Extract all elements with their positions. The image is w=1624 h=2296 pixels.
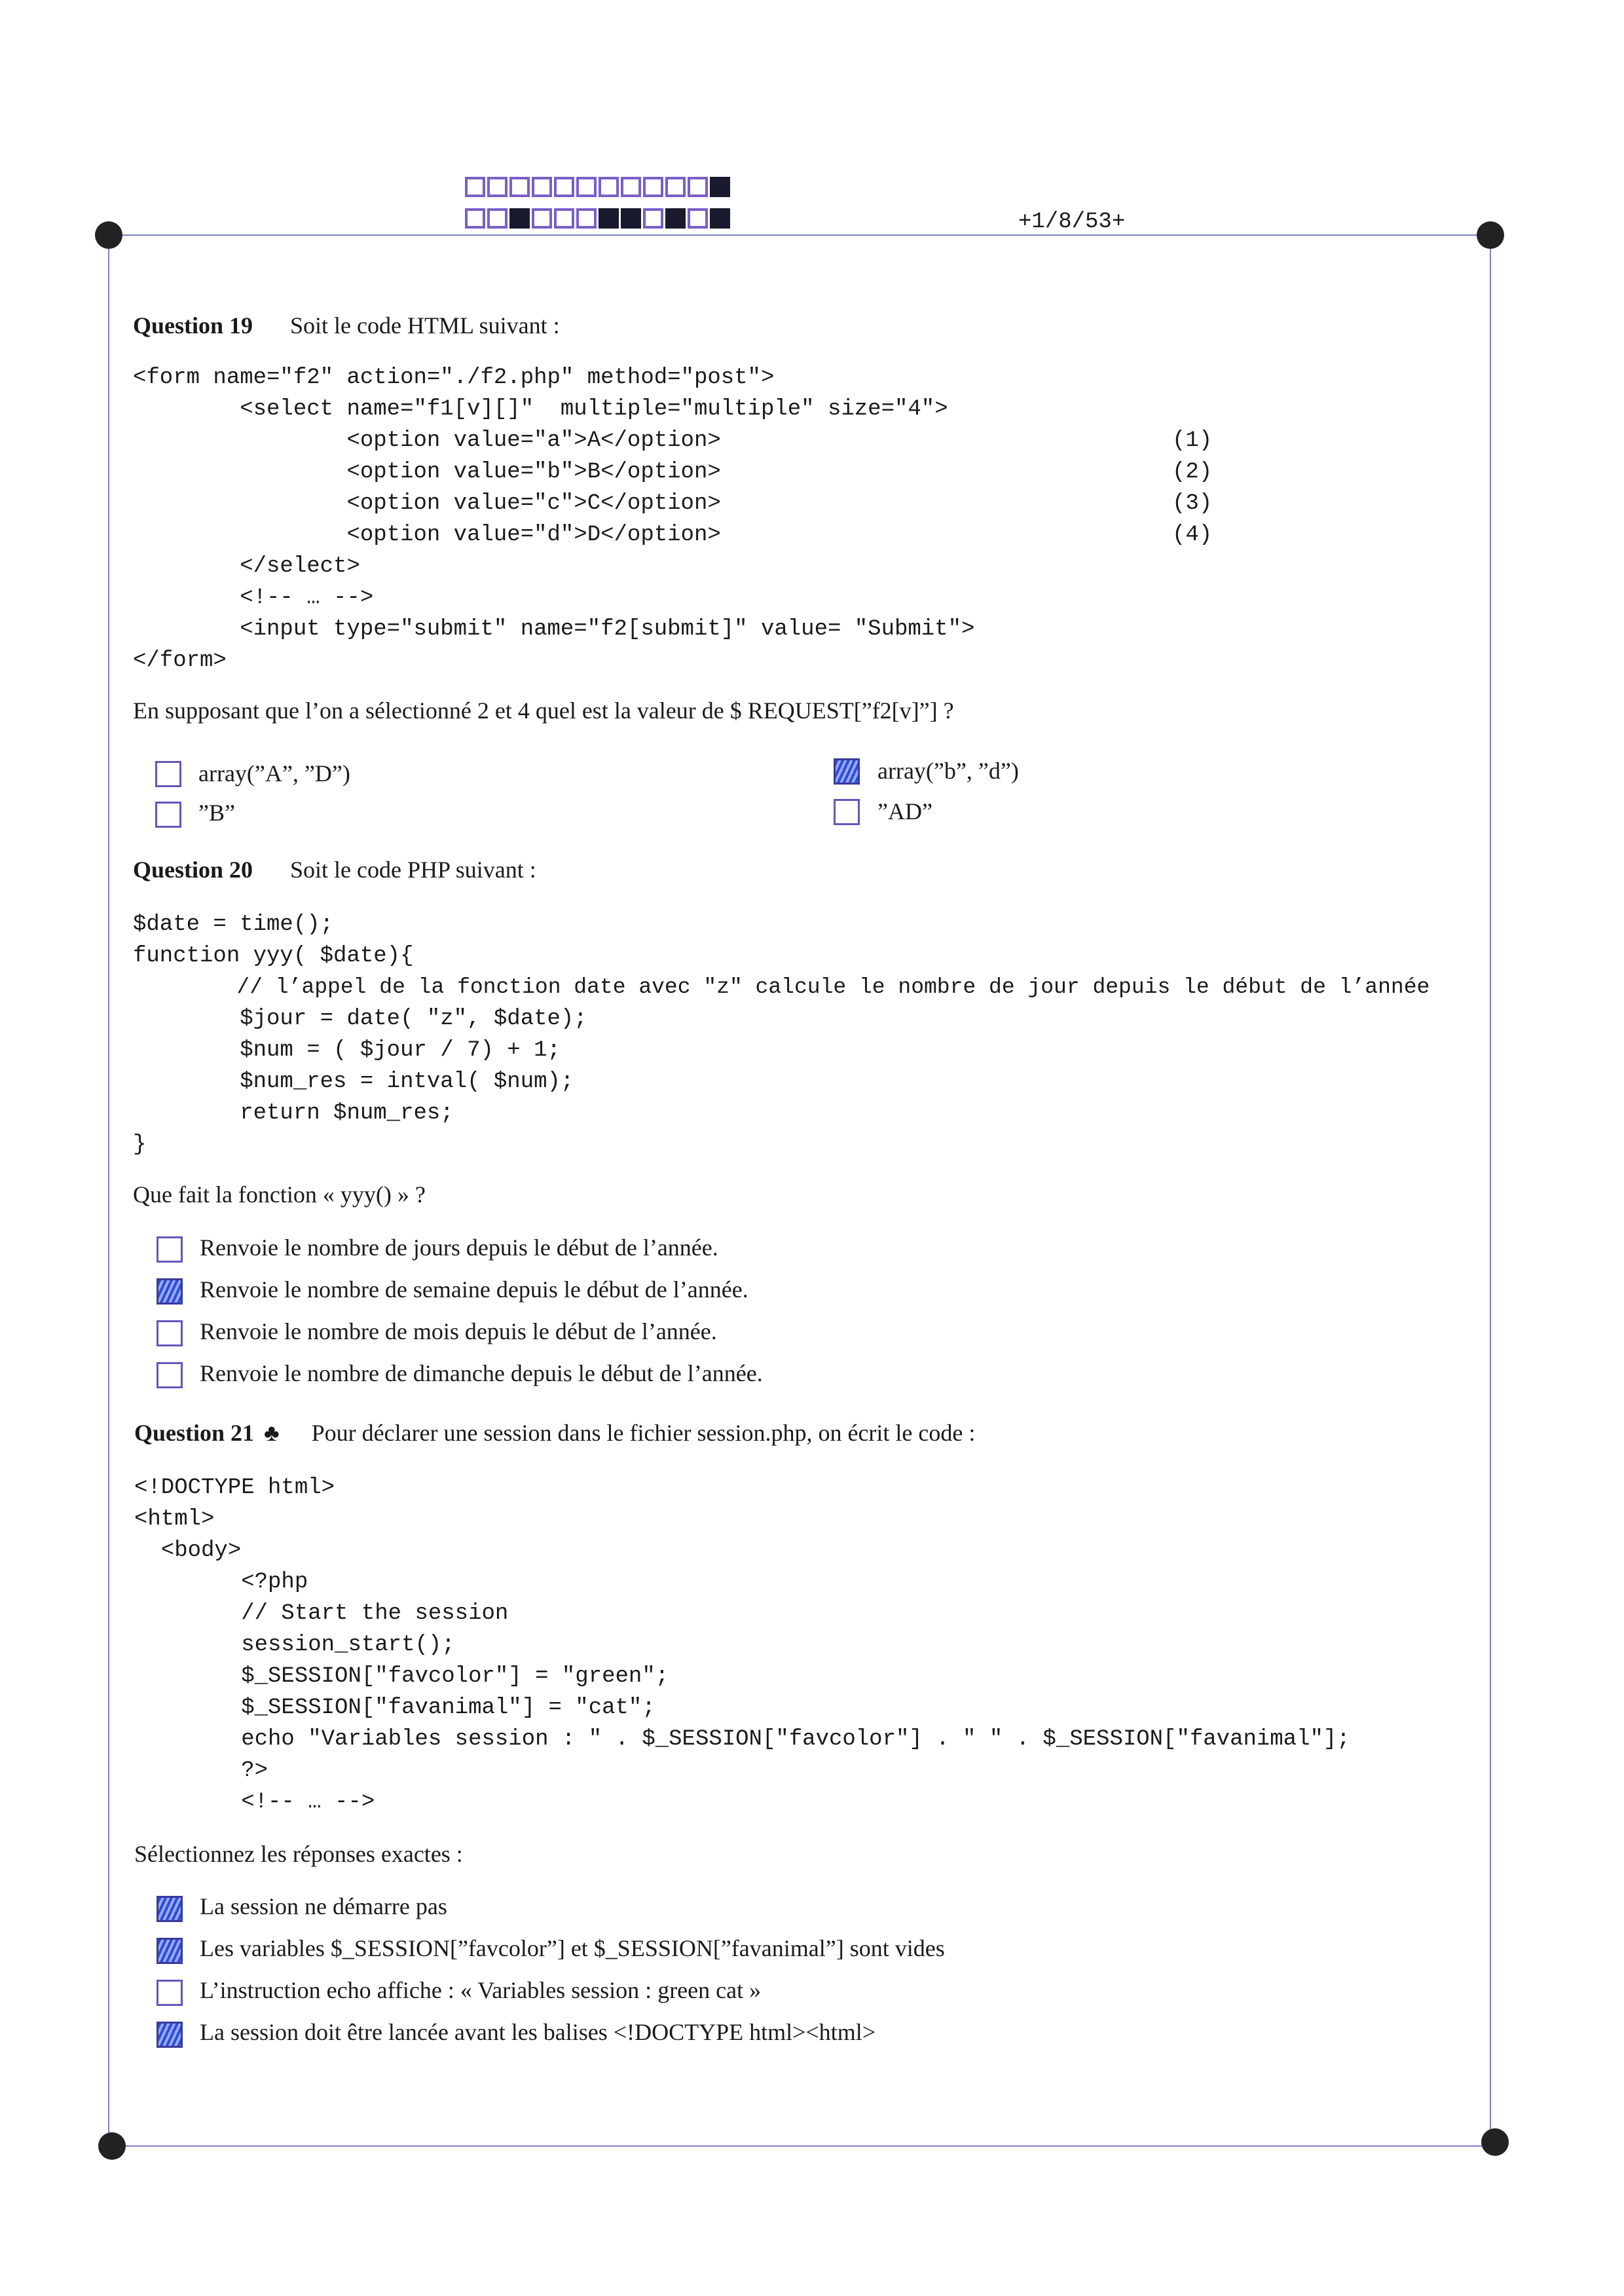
code-line: $_SESSION["favanimal"] = "cat"; <box>134 1695 655 1720</box>
q19-answer-label: array(”b”, ”d”) <box>877 758 1019 784</box>
code-line: <option value="b">B</option> <box>133 460 721 485</box>
q21-code-block <box>134 1472 1350 1818</box>
q19-answer-checkbox[interactable] <box>155 761 181 787</box>
frame-bottom <box>111 2145 1493 2147</box>
code-line: <!-- … --> <box>134 1790 375 1815</box>
code-line: <!DOCTYPE html> <box>134 1475 335 1500</box>
q21-answer-checkbox[interactable] <box>157 1896 183 1922</box>
code-line: session_start(); <box>134 1633 455 1657</box>
line-number: (2) <box>1172 460 1213 485</box>
code-line: <option value="c">C</option> <box>133 491 721 516</box>
q19-intro: Soit le code HTML suivant : <box>290 312 560 339</box>
corner-marker-top-left <box>95 221 122 249</box>
q21-answer-checkbox[interactable] <box>157 1980 183 2006</box>
q20-answer-label: Renvoie le nombre de dimanche depuis le début de l’année. <box>200 1360 763 1386</box>
barcode-top-row <box>465 177 730 197</box>
code-line: <input type="submit" name="f2[submit]" value= "Submit"> <box>133 617 975 642</box>
frame-left <box>108 234 109 2147</box>
q20-code-block <box>133 909 1430 1160</box>
q19-answer-checkbox[interactable] <box>834 758 860 785</box>
q20-answer-label: Renvoie le nombre de mois depuis le début de l’année. <box>200 1318 717 1344</box>
q21-header <box>134 1419 975 1447</box>
q20-answer-checkbox[interactable] <box>157 1236 183 1263</box>
code-line: <?php <box>134 1570 308 1595</box>
corner-marker-top-right <box>1477 221 1504 249</box>
code-line: ?> <box>134 1758 268 1783</box>
q19-header <box>133 312 560 339</box>
q20-answer-checkbox[interactable] <box>157 1278 183 1305</box>
code-line: <form name="f2" action="./f2.php" method="post"> <box>133 365 775 390</box>
code-line: </form> <box>133 648 227 673</box>
code-line: function yyy( $date){ <box>133 944 414 969</box>
q19-title: Question 19 <box>133 312 253 339</box>
q19-question: En supposant que l’on a sélectionné 2 et 4 quel est la valeur de $ REQUEST[”f2[v]”] ? <box>133 697 954 724</box>
q21-answer-label: L’instruction echo affiche : « Variables session : green cat » <box>200 1977 762 2003</box>
code-line: </select> <box>133 554 360 579</box>
q19-answer-label: array(”A”, ”D”) <box>198 760 350 787</box>
line-number: (4) <box>1172 523 1213 547</box>
q20-question: Que fait la fonction « yyy() » ? <box>133 1181 426 1208</box>
code-line: <html> <box>134 1507 215 1532</box>
q20-header <box>133 856 536 883</box>
page-id: +1/8/53+ <box>1018 210 1126 234</box>
q21-question: Sélectionnez les réponses exactes : <box>134 1841 463 1867</box>
q20-answer-checkbox[interactable] <box>157 1362 183 1388</box>
q21-answer-label: La session ne démarre pas <box>200 1893 447 1919</box>
q19-line-numbers <box>1172 425 1212 551</box>
code-line: return $num_res; <box>133 1101 454 1126</box>
q21-title: Question 21 <box>134 1420 255 1446</box>
q21-answer-checkbox[interactable] <box>157 2022 183 2048</box>
code-line: <select name="f1[v][]" multiple="multiple" size="4"> <box>133 397 948 422</box>
q20-title: Question 20 <box>133 857 253 883</box>
q19-answer-checkbox[interactable] <box>155 802 181 828</box>
q21-answer-label: La session doit être lancée avant les balises <!DOCTYPE html><html> <box>200 2019 876 2045</box>
code-line: <!-- … --> <box>133 585 374 610</box>
q20-answer-checkbox[interactable] <box>157 1320 183 1346</box>
q21-intro: Pour déclarer une session dans le fichier session.php, on écrit le code : <box>311 1420 976 1446</box>
code-line: $_SESSION["favcolor"] = "green"; <box>134 1664 669 1689</box>
code-line: $date = time(); <box>133 912 334 937</box>
club-icon: ♣ <box>264 1420 280 1446</box>
frame-top <box>108 234 1490 236</box>
code-line: $jour = date( "z", $date); <box>133 1007 587 1031</box>
q19-answer-label: ”AD” <box>877 798 932 824</box>
code-line: <body> <box>134 1538 242 1563</box>
code-line: echo "Variables session : " . $_SESSION["favcolor"] . " " . $_SESSION["favanimal"]; <box>134 1727 1350 1752</box>
q21-answer-checkbox[interactable] <box>157 1938 183 1964</box>
q21-answer-label: Les variables $_SESSION[”favcolor”] et $_SESSION[”favanimal”] sont vides <box>200 1935 945 1961</box>
frame-right <box>1490 234 1491 2147</box>
q19-answer-label: ”B” <box>198 800 235 826</box>
q19-code-block <box>133 362 974 676</box>
code-line: <option value="d">D</option> <box>133 523 721 547</box>
code-line: } <box>133 1132 147 1157</box>
q20-intro: Soit le code PHP suivant : <box>290 857 536 883</box>
code-line: // Start the session <box>134 1601 509 1626</box>
corner-marker-bottom-right <box>1481 2128 1509 2156</box>
q20-answer-label: Renvoie le nombre de jours depuis le début de l’année. <box>200 1234 718 1261</box>
code-line: // l’appel de la fonction date avec "z" calcule le nombre de jour depuis le début de l’année <box>133 975 1430 999</box>
line-number: (1) <box>1172 428 1213 453</box>
code-line: $num = ( $jour / 7) + 1; <box>133 1038 561 1063</box>
barcode-bottom-row <box>465 208 730 229</box>
corner-marker-bottom-left <box>98 2132 126 2160</box>
line-number: (3) <box>1172 491 1213 516</box>
code-line: $num_res = intval( $num); <box>133 1069 574 1094</box>
q20-answer-label: Renvoie le nombre de semaine depuis le début de l’année. <box>200 1276 748 1303</box>
q19-answer-checkbox[interactable] <box>834 799 860 825</box>
code-line: <option value="a">A</option> <box>133 428 721 453</box>
